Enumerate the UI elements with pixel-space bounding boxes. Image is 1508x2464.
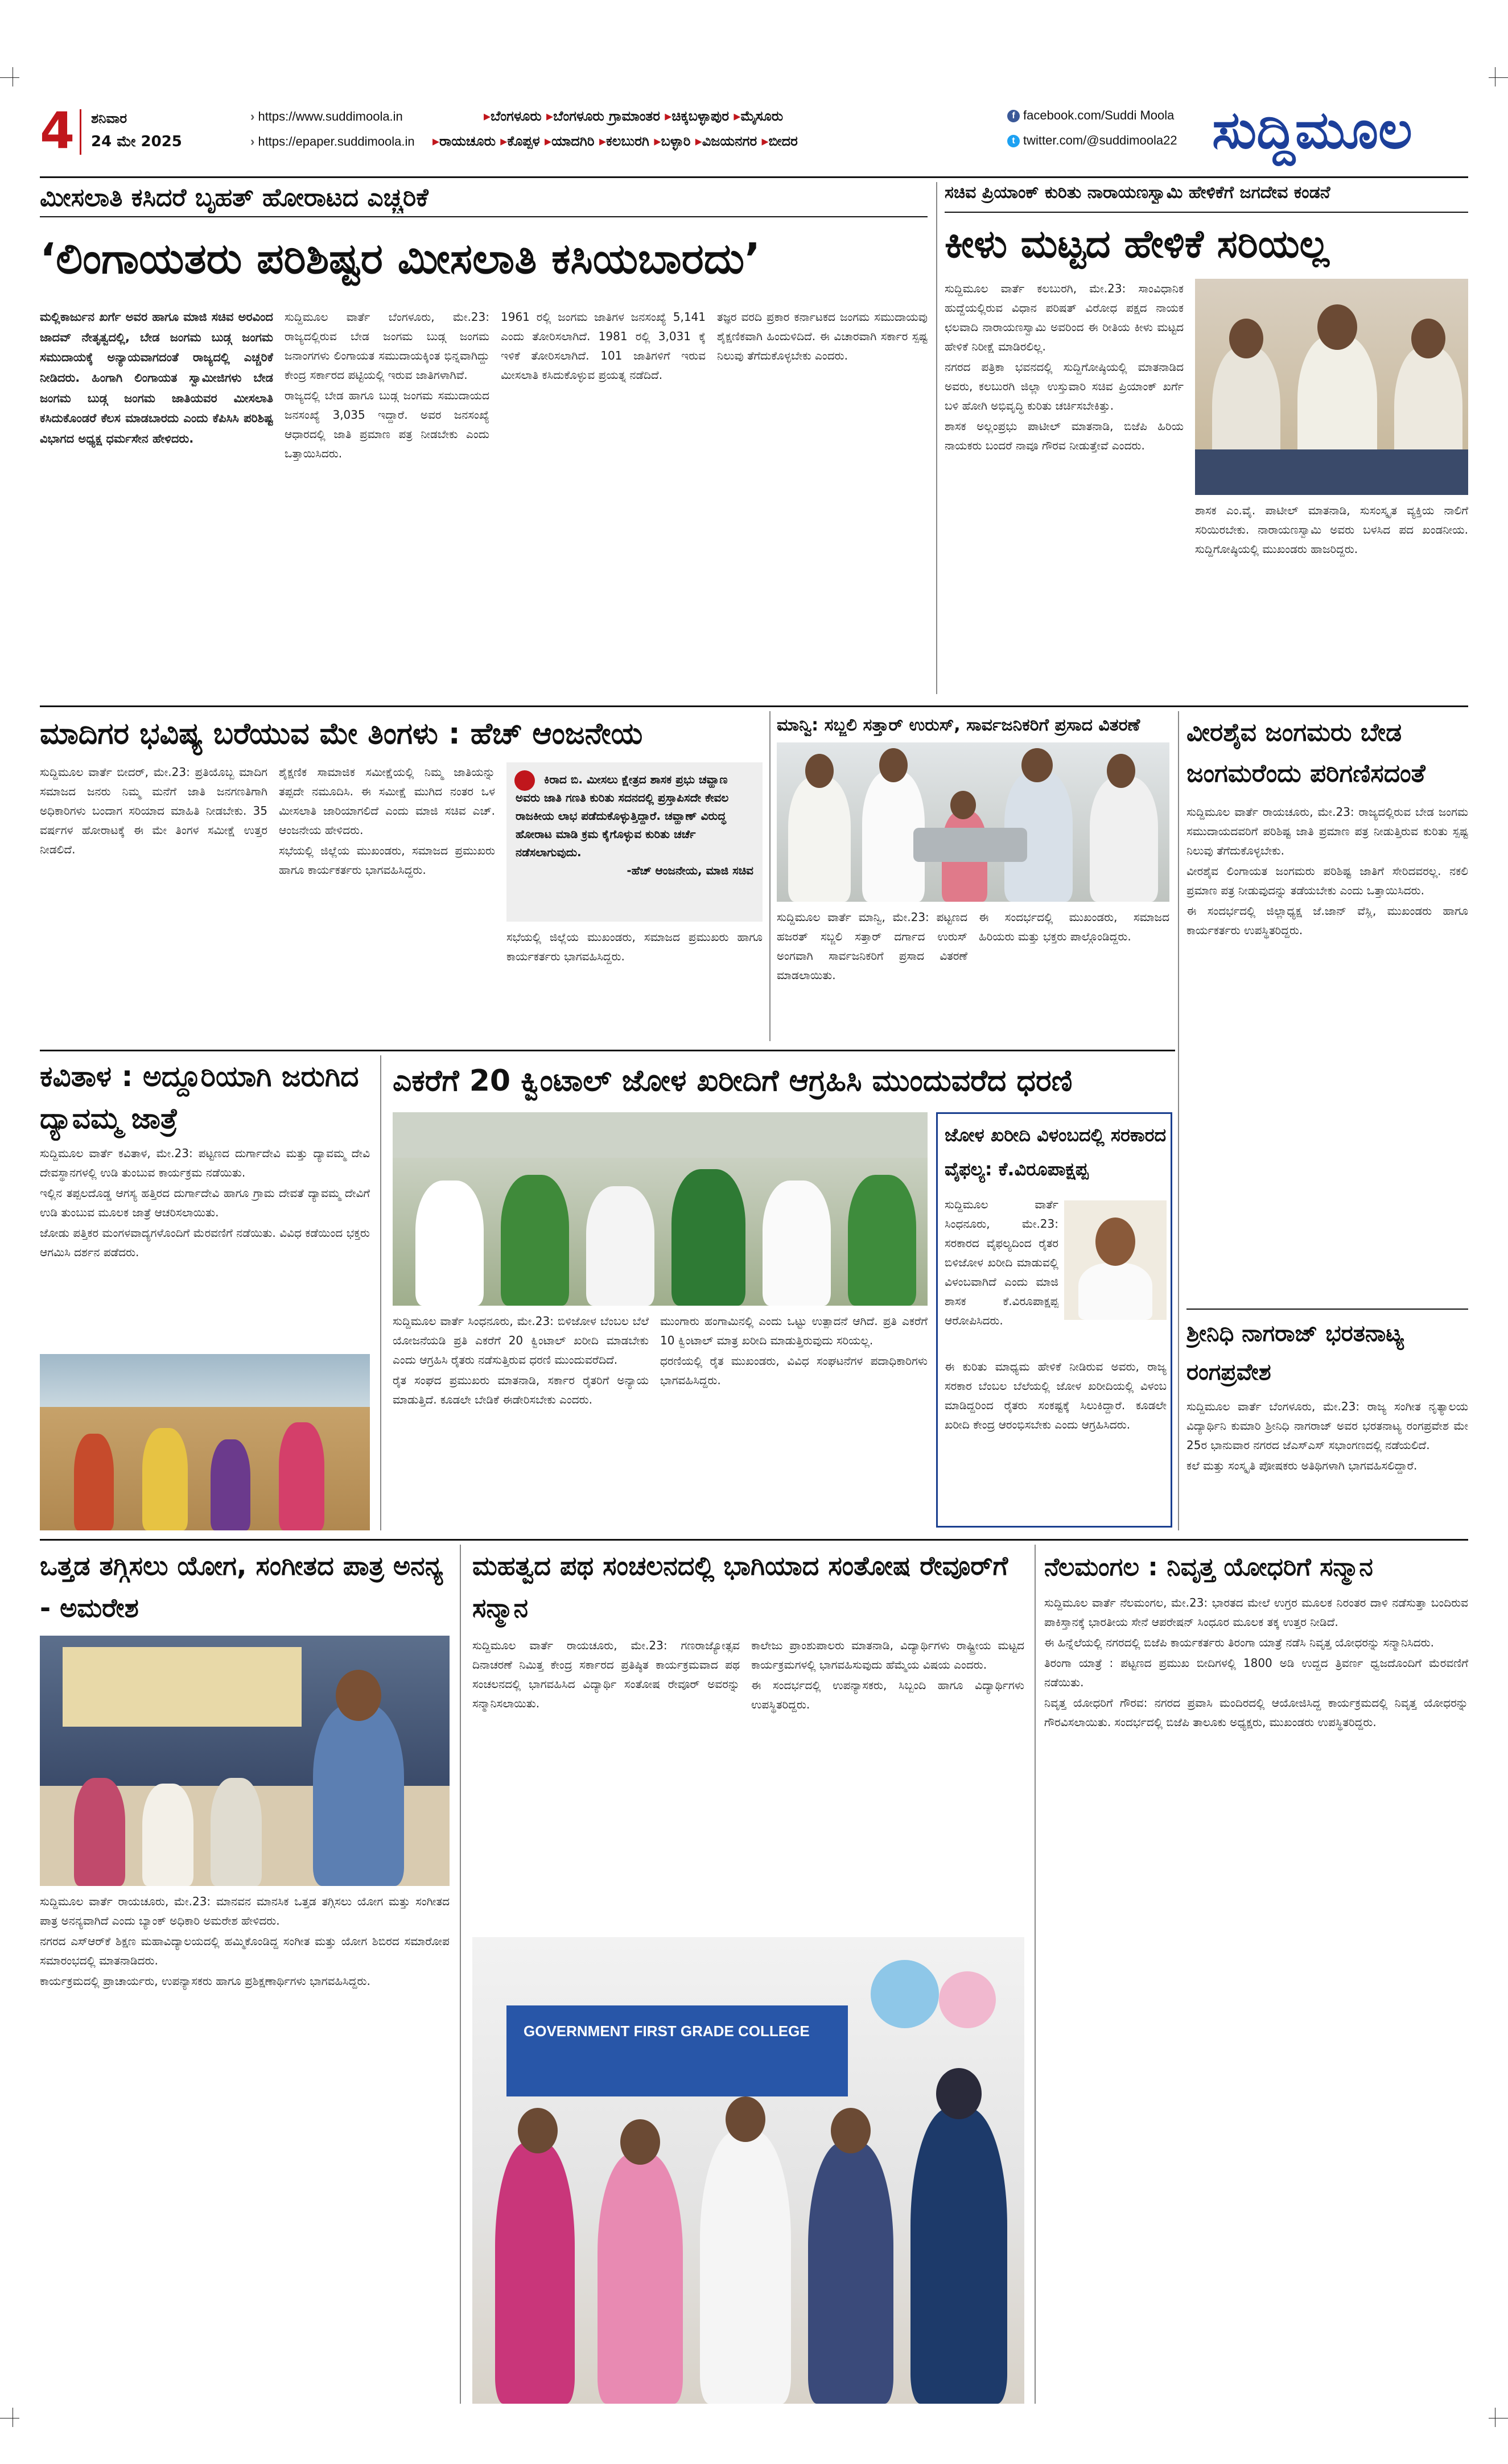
article-headline: ಎಕರೆಗೆ 20 ಕ್ವಿಂಟಾಲ್ ಜೋಳ ಖರೀದಿಗೆ ಆಗ್ರಹಿಸಿ ಮುಂದುವರೆದ ಧರಣಿ — [393, 1064, 1073, 1098]
body-paragraph: ಈ ಹಿನ್ನೆಲೆಯಲ್ಲಿ ನಗರದಲ್ಲಿ ಬಿಜೆಪಿ ಕಾರ್ಯಕರ್ತರು ತಿರಂಗಾ ಯಾತ್ರೆ ನಡೆಸಿ ನಿವೃತ್ತ ಯೋಧರನ್ನು ಸನ್ಮಾನಿಸಿದರು. — [1044, 1636, 1435, 1649]
article-body — [40, 1144, 370, 1348]
article-kicker: ಸಚಿವ ಪ್ರಿಯಾಂಕ್ ಕುರಿತು ನಾರಾಯಣಸ್ವಾಮಿ ಹೇಳಿಕೆಗೆ ಜಗದೇವ ಕಂಡನೆ — [945, 183, 1330, 203]
chevron-right-icon: › — [250, 134, 255, 148]
city-nav-arrow-icon: ▸ — [495, 133, 508, 149]
city-nav-arrow-icon: ▸ — [432, 133, 440, 149]
body-paragraph: ಮುಂಗಾರು ಹಂಗಾಮಿನಲ್ಲಿ ಎಂದು ಒಟ್ಟು ಉತ್ಪಾದನೆ ಆಗಿದೆ. ಪ್ರತಿ ಎಕರೆಗೆ 10 ಕ್ವಿಂಟಾಲ್ ಮಾತ್ರ ಖರೀದಿ ಮಾಡುತ್ತಿರುವುದು ಸರಿಯಲ್ಲ. — [660, 1314, 928, 1347]
city-nav-arrow-icon: ▸ — [541, 108, 554, 124]
city-nav-link[interactable]: ಬೀದರ — [768, 133, 798, 149]
crop-mark — [0, 77, 19, 78]
body-paragraph: ರಾಜ್ಯದಲ್ಲಿ ಬೇಡ ಹಾಗೂ ಬುಡ್ಗ ಜಂಗಮ ಸಮುದಾಯದ ಜನಸಂಖ್ಯೆ 3,035 ಇದ್ದಾರೆ. ಅವರ ಜನಸಂಖ್ಯೆ ಆಧಾರದಲ್ಲಿ ಜಾತಿ ಪ್ರಮಾಣ ಪತ್ರ ನೀಡಬೇಕು ಎಂದು ಒತ್ತಾಯಿಸಿದರು. — [285, 389, 489, 460]
article-headline: ಕವಿತಾಳ : ಅದ್ದೂರಿಯಾಗಿ ಜರುಗಿದ ದ್ಯಾವಮ್ಮ ಜಾತ್ರೆ — [40, 1060, 359, 1135]
city-nav-link[interactable]: ಚಿಕ್ಕಬಳ್ಳಾಪುರ — [671, 108, 730, 124]
city-nav-link[interactable]: ಬಳ್ಳಾರಿ — [661, 133, 691, 149]
article-headline: ಶ್ರೀನಿಧಿ ನಾಗರಾಜ್ ಭರತನಾಟ್ಯ ರಂಗಪ್ರವೇಶ — [1186, 1320, 1404, 1385]
twitter-icon: t — [1007, 135, 1020, 147]
prasad-distribution-photo — [777, 742, 1169, 902]
body-paragraph: ಸಭೆಯಲ್ಲಿ ಜಿಲ್ಲೆಯ ಮುಖಂಡರು, ಸಮಾಜದ ಪ್ರಮುಖರು ಹಾಗೂ ಕಾರ್ಯಕರ್ತರು ಭಾಗವಹಿಸಿದ್ದರು. — [506, 930, 763, 963]
body-paragraph: ಶೈಕ್ಷಣಿಕ ಸಾಮಾಜಿಕ ಸಮೀಕ್ಷೆಯಲ್ಲಿ ನಿಮ್ಮ ಜಾತಿಯನ್ನು ತಪ್ಪದೇ ನಮೂದಿಸಿ. ಈ ಸಮೀಕ್ಷೆ ಮುಗಿದ ನಂತರ ಒಳ ಮೀಸಲಾತಿ ಜಾರಿಯಾಗಲಿದೆ ಎಂದು ಮಾಜಿ ಸಚಿವ ಎಚ್. ಆಂಜನೇಯ ಹೇಳಿದರು. — [279, 765, 495, 837]
city-nav-link[interactable]: ರಾಯಚೂರು — [439, 133, 496, 149]
rule — [1186, 1309, 1468, 1310]
body-paragraph: ಸಭೆಯಲ್ಲಿ ಜಿಲ್ಲೆಯ ಮುಖಂಡರು, ಸಮಾಜದ ಪ್ರಮುಖರು ಹಾಗೂ ಕಾರ್ಯಕರ್ತರು ಭಾಗವಹಿಸಿದ್ದರು. — [279, 844, 495, 877]
body-paragraph: ಸುದ್ದಿಮೂಲ ವಾರ್ತೆ ಸಿಂಧನೂರು, ಮೇ.23: ಸರಕಾರದ ವೈಫಲ್ಯದಿಂದ ರೈತರ ಬಿಳಿಜೋಳ ಖರೀದಿ ಮಾಡುವಲ್ಲಿ ವಿಳಂಬವಾಗಿದೆ ಎಂದು ಮಾಜಿ ಶಾಸಕ ಕೆ.ವಿರೂಪಾಕ್ಷಪ್ಪ ಆರೋಪಿಸಿದರು. — [945, 1198, 1058, 1327]
city-nav-arrow-icon: ▸ — [690, 133, 702, 149]
press-meet-photo — [1195, 279, 1468, 495]
article-body — [501, 307, 706, 700]
city-nav-arrow-icon: ▸ — [660, 108, 672, 124]
city-nav-row2 — [432, 133, 798, 149]
article-body — [285, 307, 489, 700]
facebook-handle[interactable]: facebook.com/Suddi Moola — [1023, 108, 1175, 122]
body-paragraph: ಇಲ್ಲಿನ ತಪ್ಪಲದೊಡ್ಡ ಆಗಸ್ಯ ಹತ್ತಿರದ ದುರ್ಗಾದೇವಿ ಹಾಗೂ ಗ್ರಾಮ ದೇವತೆ ದ್ಯಾವಮ್ಮ ದೇವಿಗೆ ಉಡಿ ತುಂಬುವ ಮೂಲಕ ಜಾತ್ರೆ ಆಚರಿಸಲಾಯಿತು. — [40, 1186, 370, 1219]
facebook-link[interactable] — [1007, 108, 1174, 123]
body-paragraph: ಸುದ್ದಿಮೂಲ ವಾರ್ತೆ ನೆಲಮಂಗಲ, ಮೇ.23: ಭಾರತದ ಮೇಲೆ ಉಗ್ರರ ಮೂಲಕ ನಿರಂತರ ದಾಳಿ ನಡೆಸುತ್ತಾ ಬಂದಿರುವ ಪಾಕಿಸ್ತಾನಕ್ಕೆ ಭಾರತೀಯ ಸೇನೆ ಆಪರೇಷನ್ ಸಿಂಧೂರ ಮೂಲಕ ತಕ್ಕ ಉತ್ತರ ನೀಡಿದೆ. — [1044, 1596, 1468, 1629]
masthead — [40, 102, 1468, 171]
article-body — [660, 1311, 928, 1528]
city-nav-arrow-icon: ▸ — [484, 108, 491, 124]
body-paragraph: ತಿರಂಗಾ ಯಾತ್ರೆ : ಪಟ್ಟಣದ ಪ್ರಮುಖ ಬೀದಿಗಳಲ್ಲಿ 1800 ಅಡಿ ಉದ್ದದ ತ್ರಿವರ್ಣ ಧ್ವಜದೊಂದಿಗೆ ಮೆರವಣಿಗೆ ನಡೆಯಿತು. — [1044, 1656, 1468, 1689]
lead-paragraph: ಮಲ್ಲಿಕಾರ್ಜುನ ಖರ್ಗೆ ಅವರ ಹಾಗೂ ಮಾಜಿ ಸಚಿವ ಅರವಿಂದ ಜಾದವ್ ನೇತೃತ್ವದಲ್ಲಿ, ಬೇಡ ಜಂಗಮ ಬುಡ್ಗ ಜಂಗಮ ಸಮುದಾಯಕ್ಕೆ ಅನ್ಯಾಯವಾಗದಂತೆ ರಾಜ್ಯದಲ್ಲಿ ಎಚ್ಚರಿಕೆ ನೀಡಿದರು. ಹಿಂಗಾಗಿ ಲಿಂಗಾಯತ ಸ್ವಾಮೀಜಿಗಳು ಬೇಡ ಜಂಗಮ ಬುಡ್ಗ ಜಂಗಮ ಜಾತಿಯವರ ಮೀಸಲಾತಿ ಕಸಿದುಕೊಂಡರೆ ಕೆಲಸ ಮಾಡಬಾರದು ಎಂದು ಕೆಪಿಸಿಸಿ ಪರಿಶಿಷ್ಟ ವಿಭಾಗದ ಅಧ್ಯಕ್ಷ ಧರ್ಮಸೇನ ಹೇಳಿದರು. — [40, 310, 273, 446]
quote-attribution: -ಹೆಚ್ ಆಂಜನೇಯ, ಮಾಜಿ ಸಚಿವ — [627, 864, 753, 877]
article-body — [1186, 802, 1468, 1303]
body-paragraph: ಕಾರ್ಯಕ್ರಮದಲ್ಲಿ ಪ್ರಾಚಾರ್ಯರು, ಉಪನ್ಯಾಸಕರು ಹಾಗೂ ಪ್ರಶಿಕ್ಷಣಾರ್ಥಿಗಳು ಭಾಗವಹಿಸಿದ್ದರು. — [40, 1974, 370, 1988]
column-rule — [936, 182, 937, 694]
city-nav-link[interactable]: ಮೈಸೂರು — [740, 108, 784, 124]
jatre-photo — [40, 1354, 370, 1530]
twitter-link[interactable] — [1007, 133, 1177, 148]
city-nav-link[interactable]: ಕಲಬುರಗಿ — [606, 133, 650, 149]
body-paragraph: ಸುದ್ದಿಮೂಲ ವಾರ್ತೆ ಬೀದರ್, ಮೇ.23: ಪ್ರತಿಯೊಬ್ಬ ಮಾದಿಗ ಸಮಾಜದ ಜನರು ನಿಮ್ಮ ಮನೆಗೆ ಜಾತಿ ಜನಗಣತಿಗಾಗಿ ಅಧಿಕಾರಿಗಳು ಬಂದಾಗ ಸರಿಯಾದ ಮಾಹಿತಿ ನೀಡಬೇಕು. 35 ವರ್ಷಗಳ ಹೋರಾಟಕ್ಕೆ ಈ ಮೇ ತಿಂಗಳ ಸಮೀಕ್ಷೆ ಉತ್ತರ ನೀಡಲಿದೆ. — [40, 765, 267, 856]
web-link[interactable] — [250, 109, 403, 124]
body-paragraph: ಧರಣಿಯಲ್ಲಿ ರೈತ ಮುಖಂಡರು, ವಿವಿಧ ಸಂಘಟನೆಗಳ ಪದಾಧಿಕಾರಿಗಳು ಭಾಗವಹಿಸಿದ್ದರು. — [660, 1354, 928, 1387]
website-url[interactable]: https://www.suddimoola.in — [258, 109, 403, 123]
section-rule — [40, 1539, 1468, 1541]
column-rule — [380, 1055, 381, 1530]
crop-mark — [1489, 77, 1508, 78]
chevron-right-icon: › — [250, 109, 255, 123]
city-nav-arrow-icon: ▸ — [649, 133, 661, 149]
facebook-icon: f — [1007, 110, 1020, 122]
article-headline: ‘ಲಿಂಗಾಯತರು ಪರಿಶಿಷ್ಟರ ಮೀಸಲಾತಿ ಕಸಿಯಬಾರದು’ — [40, 234, 761, 283]
masthead-rule — [40, 176, 1468, 178]
article-kicker: ಮೀಸಲಾತಿ ಕಸಿದರೆ ಬೃಹತ್ ಹೋರಾಟದ ಎಚ್ಚರಿಕೆ — [40, 183, 428, 212]
article-headline: ನೆಲಮಂಗಲ : ನಿವೃತ್ತ ಯೋಧರಿಗೆ ಸನ್ಮಾನ — [1044, 1553, 1373, 1582]
city-nav-link[interactable]: ಬೆಂಗಳೂರು ಗ್ರಾಮಾಂತರ — [553, 108, 660, 124]
body-paragraph: ತಜ್ಞರ ವರದಿ ಪ್ರಕಾರ ಕರ್ನಾಟಕದ ಜಂಗಮ ಸಮುದಾಯವು ಶೈಕ್ಷಣಿಕವಾಗಿ ಹಿಂದುಳಿದಿದೆ. ಈ ವಿಚಾರವಾಗಿ ಸರ್ಕಾರ ಸ್ಪಷ್ಟ ನಿಲುವು ತೆಗೆದುಕೊಳ್ಳಬೇಕು ಎಂದರು. — [717, 310, 928, 362]
body-paragraph: ಸುದ್ದಿಮೂಲ ವಾರ್ತೆ ರಾಯಚೂರು, ಮೇ.23: ಮಾನವನ ಮಾನಸಿಕ ಒತ್ತಡ ತಗ್ಗಿಸಲು ಯೋಗ ಮತ್ತು ಸಂಗೀತದ ಪಾತ್ರ ಅನನ್ಯವಾಗಿದೆ ಎಂದು ಬ್ಯಾಂಕ್ ಅಧಿಕಾರಿ ಅಮರೇಶ ಹೇಳಿದರು. — [40, 1895, 450, 1928]
quote-box — [506, 762, 763, 922]
body-paragraph: ಕಾಲೇಜು ಪ್ರಾಂಶುಪಾಲರು ಮಾತನಾಡಿ, ವಿದ್ಯಾರ್ಥಿಗಳು ರಾಷ್ಟ್ರೀಯ ಮಟ್ಟದ ಕಾರ್ಯಕ್ರಮಗಳಲ್ಲಿ ಭಾಗವಹಿಸುವುದು ಹೆಮ್ಮೆಯ ವಿಷಯ ಎಂದರು. — [751, 1638, 1024, 1671]
day: ಶನಿವಾರ — [91, 110, 127, 126]
article-body — [777, 907, 967, 1044]
section-rule — [40, 705, 1468, 707]
body-paragraph: ಕಲೆ ಮತ್ತು ಸಂಸ್ಕೃತಿ ಪೋಷಕರು ಅತಿಥಿಗಳಾಗಿ ಭಾಗವಹಿಸಲಿದ್ದಾರೆ. — [1186, 1459, 1418, 1472]
city-nav-link[interactable]: ವಿಜಯನಗರ — [702, 133, 757, 149]
body-paragraph: ಸುದ್ದಿಮೂಲ ವಾರ್ತೆ ಸಿಂಧನೂರು, ಮೇ.23: ಬಿಳಿಜೋಳ ಬೆಂಬಲ ಬೆಲೆ ಯೋಜನೆಯಡಿ ಪ್ರತಿ ಎಕರೆಗೆ 20 ಕ್ವಿಂಟಾಲ್ ಖರೀದಿ ಮಾಡಬೇಕು ಎಂದು ಆಗ್ರಹಿಸಿ ರೈತರು ನಡೆಸುತ್ತಿರುವ ಧರಣಿ ಮುಂದುವರೆದಿದೆ. — [393, 1314, 649, 1367]
body-paragraph: ಜೋಡು ಪತ್ತಿಕರ ಮಂಗಳವಾದ್ಯಗಳೊಂದಿಗೆ ಮೆರವಣಿಗೆ ನಡೆಯಿತು. ವಿವಿಧ ಕಡೆಯಿಂದ ಭಕ್ತರು ಆಗಮಿಸಿ ದರ್ಶನ ಪಡೆದರು. — [40, 1226, 370, 1259]
city-nav-arrow-icon: ▸ — [757, 133, 769, 149]
body-paragraph: ಈ ಸಂದರ್ಭದಲ್ಲಿ ಜಿಲ್ಲಾಧ್ಯಕ್ಷ ಜೆ.ಜಾನ್ ವೆಸ್ಲಿ, ಮುಖಂಡರು ಹಾಗೂ ಕಾರ್ಯಕರ್ತರು ಉಪಸ್ಥಿತರಿದ್ದರು. — [1186, 904, 1468, 937]
body-paragraph: ವೀರಶೈವ ಲಿಂಗಾಯತ ಜಂಗಮರು ಪರಿಶಿಷ್ಟ ಜಾತಿಗೆ ಸೇರಿದವರಲ್ಲ. ನಕಲಿ ಪ್ರಮಾಣ ಪತ್ರ ನೀಡುವುದನ್ನು ತಡೆಯಬೇಕು ಎಂದು ಒತ್ತಾಯಿಸಿದರು. — [1186, 864, 1468, 897]
rule — [40, 216, 928, 217]
quote-bullet-icon — [514, 770, 535, 791]
body-paragraph: 1961 ರಲ್ಲಿ ಜಂಗಮ ಜಾತಿಗಳ ಜನಸಂಖ್ಯೆ 5,141 ಎಂದು ತೋರಿಸಲಾಗಿದೆ. 1981 ರಲ್ಲಿ 3,031 ಕ್ಕೆ ಇಳಿಕೆ ತೋರಿಸಲಾಗಿದೆ. 101 ಜಾತಿಗಳಿಗೆ ಇರುವ ಮೀಸಲಾತಿ ಕಸಿದುಕೊಳ್ಳುವ ಪ್ರಯತ್ನ ನಡೆದಿದೆ. — [501, 310, 706, 382]
epaper-url[interactable]: https://epaper.suddimoola.in — [258, 134, 415, 148]
body-paragraph: ಈ ಸಂದರ್ಭದಲ್ಲಿ ಮುಖಂಡರು, ಸಮಾಜದ ಹಿರಿಯರು ಮತ್ತು ಭಕ್ತರು ಪಾಲ್ಗೊಂಡಿದ್ದರು. — [979, 910, 1169, 943]
city-nav-arrow-icon: ▸ — [539, 133, 552, 149]
date: 24 ಮೇ 2025 — [91, 133, 182, 150]
quote-text: ಕಿರಾದ ಬಿ. ಮೀಸಲು ಕ್ಷೇತ್ರದ ಶಾಸಕ ಪ್ರಭು ಚವ್ಹಾಣ ಅವರು ಜಾತಿ ಗಣತಿ ಕುರಿತು ಸದನದಲ್ಲಿ ಪ್ರಸ್ತಾಪಿಸದೇ ಕೇವಲ ರಾಜಕೀಯ ಲಾಭ ಪಡೆದುಕೊಳ್ಳುತ್ತಿದ್ದಾರೆ. ಚವ್ಹಾಣ್ ವಿರುದ್ಧ ಹೋರಾಟ ಮಾಡಿ ಕ್ರಮ ಕೈಗೊಳ್ಳುವ ಕುರಿತು ಚರ್ಚೆ ನಡೆಸಲಾಗುವುದು. — [516, 773, 729, 859]
epaper-link[interactable] — [250, 134, 415, 149]
article-body — [472, 1636, 740, 1931]
body-paragraph: ಸುದ್ದಿಮೂಲ ವಾರ್ತೆ ರಾಯಚೂರು, ಮೇ.23: ರಾಜ್ಯದಲ್ಲಿರುವ ಬೇಡ ಜಂಗಮ ಸಮುದಾಯದವರಿಗೆ ಪರಿಶಿಷ್ಟ ಜಾತಿ ಪ್ರಮಾಣ ಪತ್ರ ನೀಡುತ್ತಿರುವ ಕುರಿತು ಸ್ಪಷ್ಟ ನಿಲುವು ತೆಗೆದುಕೊಳ್ಳಬೇಕು. — [1186, 805, 1468, 857]
box-headline: ಜೋಳ ಖರೀದಿ ವಿಳಂಬದಲ್ಲಿ ಸರಕಾರದ ವೈಫಲ್ಯ: ಕೆ.ವಿರೂಪಾಕ್ಷಪ್ಪ — [945, 1124, 1167, 1180]
box-body — [945, 1357, 1167, 1522]
article-body — [279, 762, 495, 1041]
article-headline: ಮಾದಿಗರ ಭವಿಷ್ಯ ಬರೆಯುವ ಮೇ ತಿಂಗಳು : ಹೆಚ್ ಆಂಜನೇಯ — [40, 717, 643, 751]
column-rule — [460, 1545, 461, 2404]
city-nav-link[interactable]: ಕೊಪ್ಪಳ — [507, 133, 540, 149]
article-body — [40, 762, 267, 1041]
twitter-handle[interactable]: twitter.com/@suddimoola22 — [1023, 133, 1177, 147]
article-body — [1044, 1593, 1468, 2404]
article-body — [945, 279, 1184, 694]
page-number: 4 — [40, 101, 75, 160]
body-paragraph: ಶಾಸಕ ಎಂ.ವೈ. ಪಾಟೀಲ್ ಮಾತನಾಡಿ, ಸುಸಂಸ್ಕೃತ ವ್ಯಕ್ತಿಯ ನಾಲಿಗೆ ಸರಿಯಿರಬೇಕು. ನಾರಾಯಣಸ್ವಾಮಿ ಅವರು ಬಳಸಿದ ಪದ ಖಂಡನೀಯ. ಸುದ್ದಿಗೋಷ್ಠಿಯಲ್ಲಿ ಮುಖಂಡರು ಹಾಜರಿದ್ದರು. — [1195, 503, 1468, 556]
section-rule — [40, 1050, 1175, 1051]
body-paragraph: ಸುದ್ದಿಮೂಲ ವಾರ್ತೆ ಬೆಂಗಳೂರು, ಮೇ.23: ರಾಜ್ಯದಲ್ಲಿರುವ ಬೇಡ ಜಂಗಮ ಬುಡ್ಗ ಜಂಗಮ ಜನಾಂಗಗಳು ಲಿಂಗಾಯತ ಸಮುದಾಯಕ್ಕಿಂತ ಭಿನ್ನವಾಗಿದ್ದು ಕೇಂದ್ರ ಸರ್ಕಾರದ ಪಟ್ಟಿಯಲ್ಲಿ ಇರುವ ಜಾತಿಗಳಾಗಿವೆ. — [285, 310, 489, 382]
article-body — [40, 1892, 450, 2404]
article-headline: ಒತ್ತಡ ತಗ್ಗಿಸಲು ಯೋಗ, ಸಂಗೀತದ ಪಾತ್ರ ಅನನ್ಯ - ಅಮರೇಶ — [40, 1550, 443, 1623]
body-paragraph: ನಗರದ ಪತ್ರಿಕಾ ಭವನದಲ್ಲಿ ಸುದ್ದಿಗೋಷ್ಠಿಯಲ್ಲಿ ಮಾತನಾಡಿದ ಅವರು, ಕಲಬುರಗಿ ಜಿಲ್ಲಾ ಉಸ್ತುವಾರಿ ಸಚಿವ ಪ್ರಿಯಾಂಕ್ ಖರ್ಗೆ ಬಳಿ ಹೋಗಿ ಅಭಿವೃದ್ಧಿ ಕುರಿತು ಚರ್ಚಿಸಬೇಕಿತ್ತು. — [945, 360, 1184, 412]
article-body — [506, 927, 763, 1041]
article-body — [979, 907, 1169, 1044]
article-headline: ವೀರಶೈವ ಜಂಗಮರು ಬೇಡ ಜಂಗಮರೆಂದು ಪರಿಗಣಿಸದಂತೆ — [1186, 718, 1425, 788]
body-paragraph: ಸುದ್ದಿಮೂಲ ವಾರ್ತೆ ಕವಿತಾಳ, ಮೇ.23: ಪಟ್ಟಣದ ದುರ್ಗಾದೇವಿ ಮತ್ತು ದ್ಯಾವಮ್ಮ ದೇವಿ ದೇವಸ್ಥಾನಗಳಲ್ಲಿ ಉಡಿ ತುಂಬುವ ಕಾರ್ಯಕ್ರಮ ನಡೆಯಿತು. — [40, 1146, 370, 1179]
body-paragraph: ನಿವೃತ್ತ ಯೋಧರಿಗೆ ಗೌರವ: ನಗರದ ಪ್ರವಾಸಿ ಮಂದಿರದಲ್ಲಿ ಆಯೋಜಿಸಿದ್ದ ಕಾರ್ಯಕ್ರಮದಲ್ಲಿ ನಿವೃತ್ತ ಯೋಧರನ್ನು ಗೌರವಿಸಲಾಯಿತು. ಸಂದರ್ಭದಲ್ಲಿ ಬಿಜೆಪಿ ತಾಲೂಕು ಅಧ್ಯಕ್ಷರು, ಮುಖಂಡರು ಉಪಸ್ಥಿತರಿದ್ದರು. — [1044, 1696, 1468, 1729]
yoga-event-photo — [40, 1636, 450, 1886]
article-headline: ಮಹತ್ವದ ಪಥ ಸಂಚಲನದಲ್ಲಿ ಭಾಗಿಯಾದ ಸಂತೋಷ ರೇವೂರ್‌ಗೆ ಸನ್ಮಾನ — [472, 1550, 1008, 1623]
article-body — [1186, 1397, 1468, 1530]
body-paragraph: ಸುದ್ದಿಮೂಲ ವಾರ್ತೆ ಮಾನ್ವಿ, ಮೇ.23: ಪಟ್ಟಣದ ಹಜರತ್ ಸಬ್ಜಲಿ ಸತ್ತಾರ್ ದರ್ಗಾದ ಉರುಸ್ ಅಂಗವಾಗಿ ಸಾರ್ವಜನಿಕರಿಗೆ ಪ್ರಸಾದ ವಿತರಣೆ ಮಾಡಲಾಯಿತು. — [777, 910, 967, 982]
body-paragraph: ಶಾಸಕ ಅಲ್ಲಂಪ್ರಭು ಪಾಟೀಲ್ ಮಾತನಾಡಿ, ಬಿಜೆಪಿ ಹಿರಿಯ ನಾಯಕರು ಬಂದರೆ ನಾವೂ ಗೌರವ ನೀಡುತ್ತೇವೆ ಎಂದರು. — [945, 419, 1184, 452]
article-body — [1195, 501, 1468, 694]
body-paragraph: ಈ ಕುರಿತು ಮಾಧ್ಯಮ ಹೇಳಿಕೆ ನೀಡಿರುವ ಅವರು, ರಾಜ್ಯ ಸರಕಾರ ಬೆಂಬಲ ಬೆಲೆಯಲ್ಲಿ ಜೋಳ ಖರೀದಿಯಲ್ಲಿ ವಿಳಂಬ ಮಾಡಿದ್ದರಿಂದ ರೈತರು ಸಂಕಷ್ಟಕ್ಕೆ ಸಿಲುಕಿದ್ದಾರೆ. ಕೂಡಲೇ ಖರೀದಿ ಕೇಂದ್ರ ಆರಂಭಿಸಬೇಕು ಎಂದು ಆಗ್ರಹಿಸಿದರು. — [945, 1360, 1167, 1431]
body-paragraph: ರೈತ ಸಂಘದ ಪ್ರಮುಖರು ಮಾತನಾಡಿ, ಸರ್ಕಾರ ರೈತರಿಗೆ ಅನ್ಯಾಯ ಮಾಡುತ್ತಿದೆ. ಕೂಡಲೇ ಬೇಡಿಕೆ ಈಡೇರಿಸಬೇಕು ಎಂದರು. — [393, 1373, 649, 1406]
column-rule — [1178, 711, 1179, 1530]
logo: ಸುದ್ದಿಮೂಲ — [1212, 100, 1412, 160]
article-headline: ಮಾನ್ವಿ: ಸಬ್ಜಲಿ ಸತ್ತಾರ್ ಉರುಸ್, ಸಾರ್ವಜನಿಕರಿಗೆ ಪ್ರಸಾದ ವಿತರಣೆ — [777, 715, 1140, 735]
felicitation-photo — [472, 1937, 1024, 2404]
column-rule — [1035, 1545, 1036, 2404]
body-paragraph: ನಗರದ ಎಸ್‌ಆರ್‌ಕೆ ಶಿಕ್ಷಣ ಮಹಾವಿದ್ಯಾಲಯದಲ್ಲಿ ಹಮ್ಮಿಕೊಂಡಿದ್ದ ಸಂಗೀತ ಮತ್ತು ಯೋಗ ಶಿಬಿರದ ಸಮಾರೋಪ ಸಮಾರಂಭದಲ್ಲಿ ಮಾತನಾಡಿದರು. — [40, 1934, 450, 1967]
article-body — [751, 1636, 1024, 1931]
article-headline: ಕೀಳು ಮಟ್ಟದ ಹೇಳಿಕೆ ಸರಿಯಲ್ಲ — [945, 222, 1329, 267]
body-paragraph: ಸುದ್ದಿಮೂಲ ವಾರ್ತೆ ರಾಯಚೂರು, ಮೇ.23: ಗಣರಾಜ್ಯೋತ್ಸವ ದಿನಾಚರಣೆ ನಿಮಿತ್ತ ಕೇಂದ್ರ ಸರ್ಕಾರದ ಪ್ರತಿಷ್ಠಿತ ಕಾರ್ಯಕ್ರಮವಾದ ಪಥ ಸಂಚಲನದಲ್ಲಿ ಭಾಗವಹಿಸಿದ ವಿದ್ಯಾರ್ಥಿ ಸಂತೋಷ ರೇವೂರ್ ಅವರನ್ನು ಸನ್ಮಾನಿಸಲಾಯಿತು. — [472, 1638, 740, 1710]
divider — [80, 109, 81, 155]
city-nav-arrow-icon: ▸ — [594, 133, 606, 149]
article-lead — [40, 307, 273, 700]
body-paragraph: ಸುದ್ದಿಮೂಲ ವಾರ್ತೆ ಕಲಬುರಗಿ, ಮೇ.23: ಸಾಂವಿಧಾನಿಕ ಹುದ್ದೆಯಲ್ಲಿರುವ ವಿಧಾನ ಪರಿಷತ್ ವಿರೋಧ ಪಕ್ಷದ ನಾಯಕ ಛಲವಾದಿ ನಾರಾಯಣಸ್ವಾಮಿ ಅವರಿಂದ ಈ ರೀತಿಯ ಕೀಳು ಮಟ್ಟದ ಹೇಳಿಕೆ ನಿರೀಕ್ಷೆ ಮಾಡಿರಲಿಲ್ಲ. — [945, 282, 1184, 353]
column-rule — [769, 711, 771, 1041]
city-nav-link[interactable]: ಬೆಂಗಳೂರು — [491, 108, 542, 124]
box-body — [945, 1195, 1058, 1354]
city-nav-row1 — [484, 108, 783, 124]
rule — [945, 212, 1468, 213]
article-body — [717, 307, 928, 700]
dharani-photo — [393, 1112, 928, 1306]
city-nav-link[interactable]: ಯಾದಗಿರಿ — [551, 133, 595, 149]
portrait-photo — [1064, 1200, 1167, 1320]
banner-text: GOVERNMENT FIRST GRADE COLLEGE — [524, 2023, 810, 2040]
article-body — [393, 1311, 649, 1528]
body-paragraph: ಸುದ್ದಿಮೂಲ ವಾರ್ತೆ ಬೆಂಗಳೂರು, ಮೇ.23: ರಾಜ್ಯ ಸಂಗೀತ ನೃತ್ಯಾಲಯ ವಿದ್ಯಾರ್ಥಿನಿ ಕುಮಾರಿ ಶ್ರೀನಿಧಿ ನಾಗರಾಜ್ ಅವರ ಭರತನಾಟ್ಯ ರಂಗಪ್ರವೇಶ ಮೇ 25ರ ಭಾನುವಾರ ನಗರದ ಜೆಎಸ್ಎಸ್ ಸಭಾಂಗಣದಲ್ಲಿ ನಡೆಯಲಿದೆ. — [1186, 1400, 1468, 1452]
body-paragraph: ಈ ಸಂದರ್ಭದಲ್ಲಿ ಉಪನ್ಯಾಸಕರು, ಸಿಬ್ಬಂದಿ ಹಾಗೂ ವಿದ್ಯಾರ್ಥಿಗಳು ಉಪಸ್ಥಿತರಿದ್ದರು. — [751, 1678, 1024, 1711]
city-nav-arrow-icon: ▸ — [729, 108, 741, 124]
